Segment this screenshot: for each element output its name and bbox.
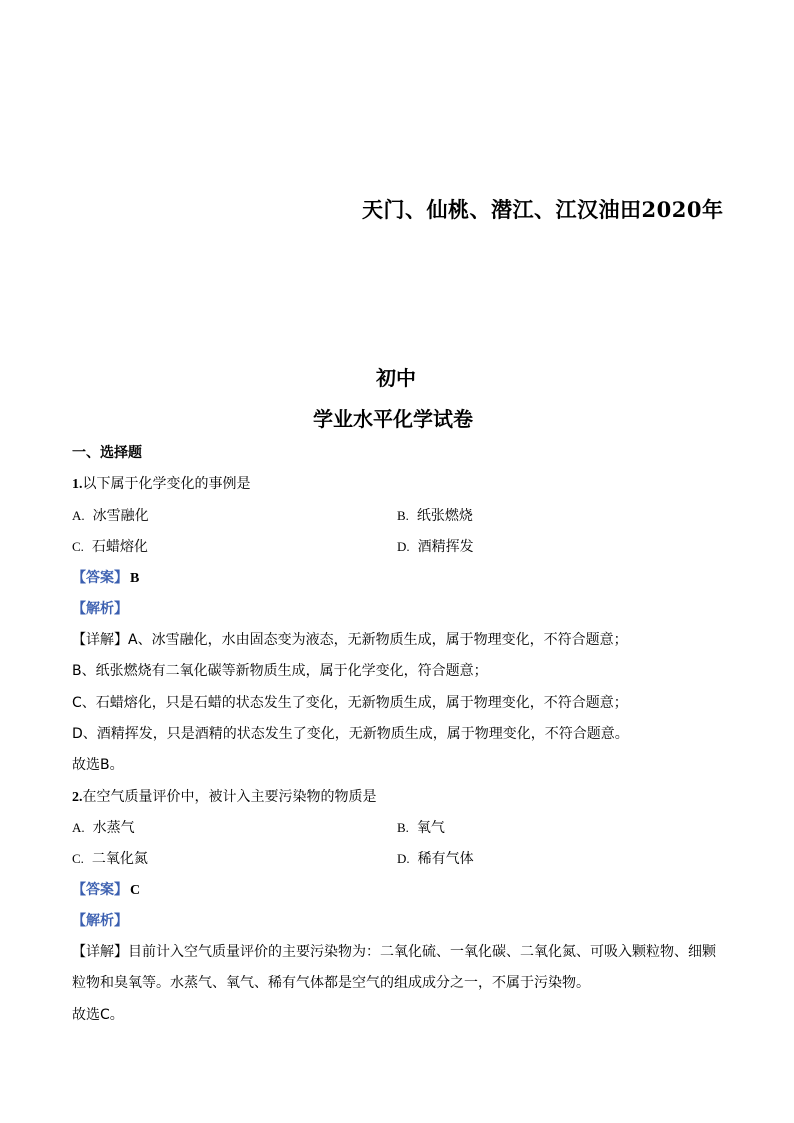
question-1-stem (72, 473, 251, 493)
question-1-detail-line-4: D、酒精挥发，只是酒精的状态发生了变化，无新物质生成，属于物理变化，不符合题意。 (72, 726, 629, 742)
detail-text: A、冰雪融化，水由固态变为液态，无新物质生成，属于物理变化，不符合题意； (128, 632, 628, 648)
option-key: C. (72, 851, 84, 866)
question-1-detail-line-1 (72, 629, 628, 649)
answer-value: B (130, 571, 140, 586)
detail-label: 【详解】 (72, 632, 128, 648)
option-text: 石蜡熔化 (91, 539, 148, 555)
option-text: 二氧化氮 (91, 851, 148, 867)
question-2-number: 2. (72, 790, 83, 805)
option-key: A. (72, 508, 85, 523)
detail-text: 目前计入空气质量评价的主要污染物为：二氧化硫、一氧化碳、二氧化氮、可吸入颗粒物、细颗 (128, 944, 716, 960)
question-2-option-b (397, 817, 445, 837)
option-text: 纸张燃烧 (416, 508, 473, 524)
option-text: 冰雪融化 (92, 508, 149, 524)
exam-level-title: 初中 (376, 366, 416, 390)
question-2-option-d (397, 848, 474, 868)
question-2-analysis (72, 910, 128, 930)
detail-label: 【详解】 (72, 944, 128, 960)
question-1-detail-line-3: C、石蜡熔化，只是石蜡的状态发生了变化，无新物质生成，属于物理变化，不符合题意； (72, 695, 628, 711)
question-2-text: 在空气质量评价中，被计入主要污染物的物质是 (82, 789, 377, 805)
option-key: C. (72, 539, 84, 554)
question-1-answer (72, 567, 139, 587)
analysis-label: 【解析】 (72, 913, 128, 929)
question-2-detail-line-2: 粒物和臭氧等。水蒸气、氧气、稀有气体都是空气的组成成分之一，不属于污染物。 (72, 975, 590, 991)
option-key: B. (397, 820, 409, 835)
question-1-option-c (72, 536, 148, 556)
option-text: 水蒸气 (92, 820, 135, 836)
option-text: 氧气 (416, 820, 445, 836)
exam-region-title: 天门、仙桃、潜江、江汉油田2020年 (362, 197, 724, 222)
option-key: D. (397, 851, 410, 866)
option-key: D. (397, 539, 410, 554)
question-2-option-c (72, 848, 148, 868)
answer-label: 【答案】 (72, 882, 128, 898)
question-2-stem (72, 786, 377, 806)
question-1-option-a (72, 505, 149, 525)
option-key: B. (397, 508, 409, 523)
question-1-option-b (397, 505, 473, 525)
question-2-conclusion: 故选C。 (72, 1007, 124, 1023)
question-1-analysis (72, 598, 128, 618)
option-key: A. (72, 820, 85, 835)
option-text: 稀有气体 (417, 851, 474, 867)
question-1-detail-line-2: B、纸张燃烧有二氧化碳等新物质生成，属于化学变化，符合题意； (72, 663, 488, 679)
question-1-conclusion: 故选B。 (72, 757, 124, 773)
question-2-option-a (72, 817, 135, 837)
exam-subject-title: 学业水平化学试卷 (313, 407, 473, 431)
question-1-text: 以下属于化学变化的事例是 (82, 476, 251, 492)
analysis-label: 【解析】 (72, 601, 128, 617)
question-1-option-d (397, 536, 474, 556)
question-2-answer (72, 879, 140, 899)
question-2-detail-line-1 (72, 941, 716, 961)
section-heading: 一、选择题 (72, 445, 142, 461)
option-text: 酒精挥发 (417, 539, 474, 555)
question-1-number: 1. (72, 477, 83, 492)
answer-value: C (130, 883, 141, 898)
answer-label: 【答案】 (72, 570, 128, 586)
